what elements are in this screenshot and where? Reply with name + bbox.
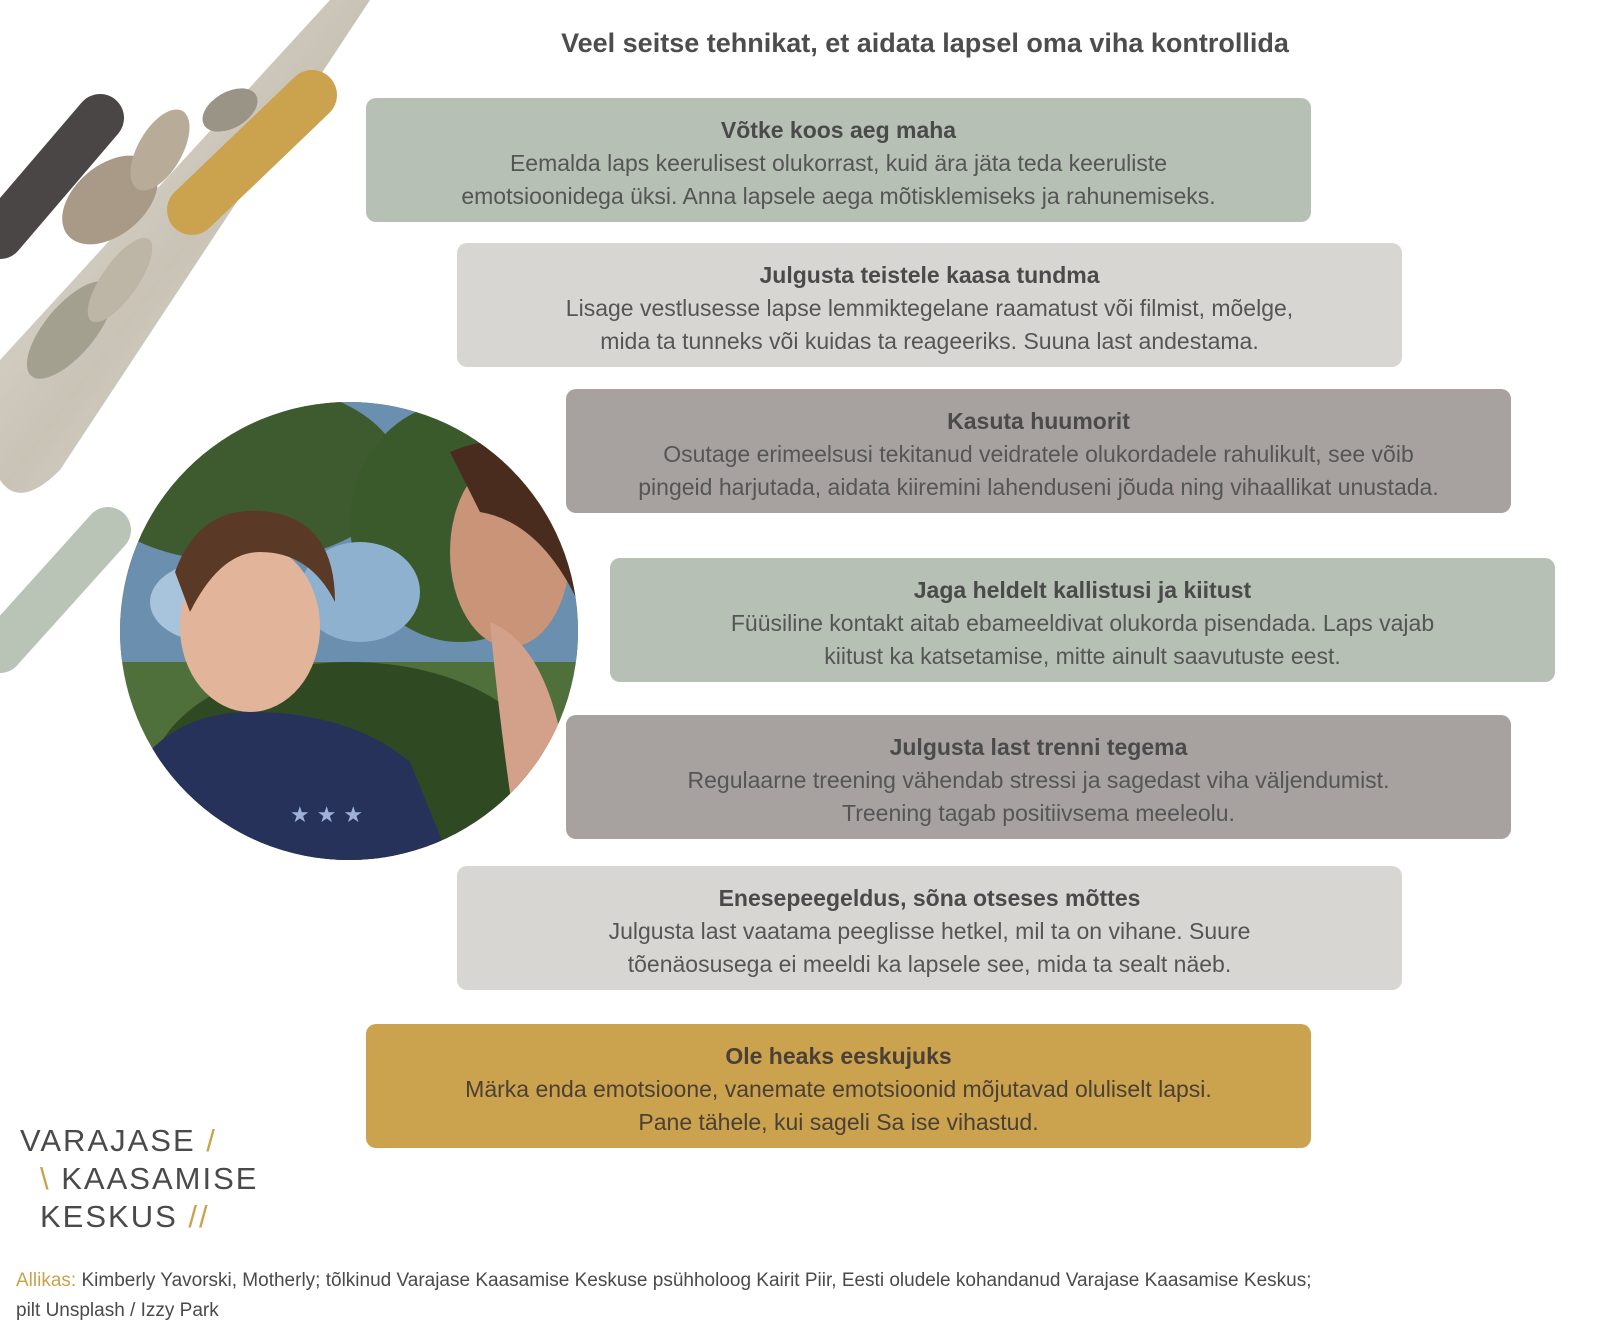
tip-text-line1: Julgusta last vaatama peeglisse hetkel, mil ta on vihane. Suure xyxy=(608,918,1251,944)
logo-line-1: VARAJASE / xyxy=(20,1123,217,1158)
tip-text-line2: mida ta tunneks või kuidas ta reageeriks. Suuna last andestama. xyxy=(600,328,1259,354)
source-credit xyxy=(16,1266,1576,1326)
page-title: Veel seitse tehnikat, et aidata lapsel oma viha kontrollida xyxy=(561,28,1289,58)
tip-card-time-out xyxy=(366,98,1311,222)
tip-text-line2: pingeid harjutada, aidata kiiremini lahenduseni jõuda ning vihaallikat unustada. xyxy=(638,474,1439,500)
tip-text-line1: Füüsiline kontakt aitab ebameeldivat olukorda pisendada. Laps vajab xyxy=(730,610,1435,636)
tip-title: Ole heaks eeskujuks xyxy=(725,1043,952,1069)
tip-text-line1: Märka enda emotsioone, vanemate emotsioonid mõjutavad oluliselt lapsi. xyxy=(465,1076,1212,1102)
children-photo xyxy=(120,402,578,860)
source-label: Allikas: xyxy=(16,1270,77,1291)
tip-title: Kasuta huumorit xyxy=(947,408,1130,434)
tip-text-line1: Eemalda laps keerulisest olukorrast, kuid ära jäta teda keeruliste xyxy=(509,150,1168,176)
tip-text-line2: tõenäosusega ei meeldi ka lapsele see, mida ta sealt näeb. xyxy=(627,951,1232,977)
tip-card-empathy xyxy=(457,243,1402,367)
tip-text-line1: Lisage vestlusesse lapse lemmiktegelane raamatust või filmist, mõelge, xyxy=(565,295,1294,321)
source-text: Kimberly Yavorski, Motherly; tõlkinud Varajase Kaasamise Keskuse psühholoog Kairit Piir, Eesti oludele kohandanud Varajase Kaasamise Keskus; xyxy=(76,1270,1312,1291)
tip-card-exercise xyxy=(566,715,1511,839)
tip-text-line2: Pane tähele, kui sageli Sa ise vihastud. xyxy=(638,1109,1039,1135)
tip-card-mirror xyxy=(457,866,1402,990)
sage-stripe xyxy=(0,530,108,650)
svg-text:★ ★ ★: ★ ★ ★ xyxy=(290,803,364,828)
tip-card-hugs xyxy=(610,558,1555,682)
tip-text-line2: emotsioonidega üksi. Anna lapsele aega mõtisklemiseks ja rahunemiseks. xyxy=(461,183,1216,209)
logo-line-3: KESKUS // xyxy=(40,1199,210,1234)
logo-line-2: \ KAASAMISE xyxy=(40,1161,259,1196)
tip-text-line2: kiitust ka katsetamise, mitte ainult saavutuste eest. xyxy=(824,643,1341,669)
tip-title: Jaga heldelt kallistusi ja kiitust xyxy=(913,577,1252,603)
photo-credit: pilt Unsplash / Izzy Park xyxy=(16,1300,219,1321)
tip-title: Julgusta teistele kaasa tundma xyxy=(759,262,1100,288)
tip-text-line2: Treening tagab positiivsema meeleolu. xyxy=(842,800,1235,826)
tip-card-humor xyxy=(566,389,1511,513)
tip-title: Julgusta last trenni tegema xyxy=(889,734,1188,760)
tip-title: Enesepeegeldus, sõna otseses mõttes xyxy=(718,885,1141,911)
organization-logo xyxy=(20,1122,258,1236)
tip-text-line1: Osutage erimeelsusi tekitanud veidratele olukordadele rahulikult, see võib xyxy=(663,441,1414,467)
tip-title: Võtke koos aeg maha xyxy=(720,117,957,143)
tip-card-role-model xyxy=(366,1024,1311,1148)
tip-text-line1: Regulaarne treening vähendab stressi ja sagedast viha väljendumist. xyxy=(687,767,1390,793)
